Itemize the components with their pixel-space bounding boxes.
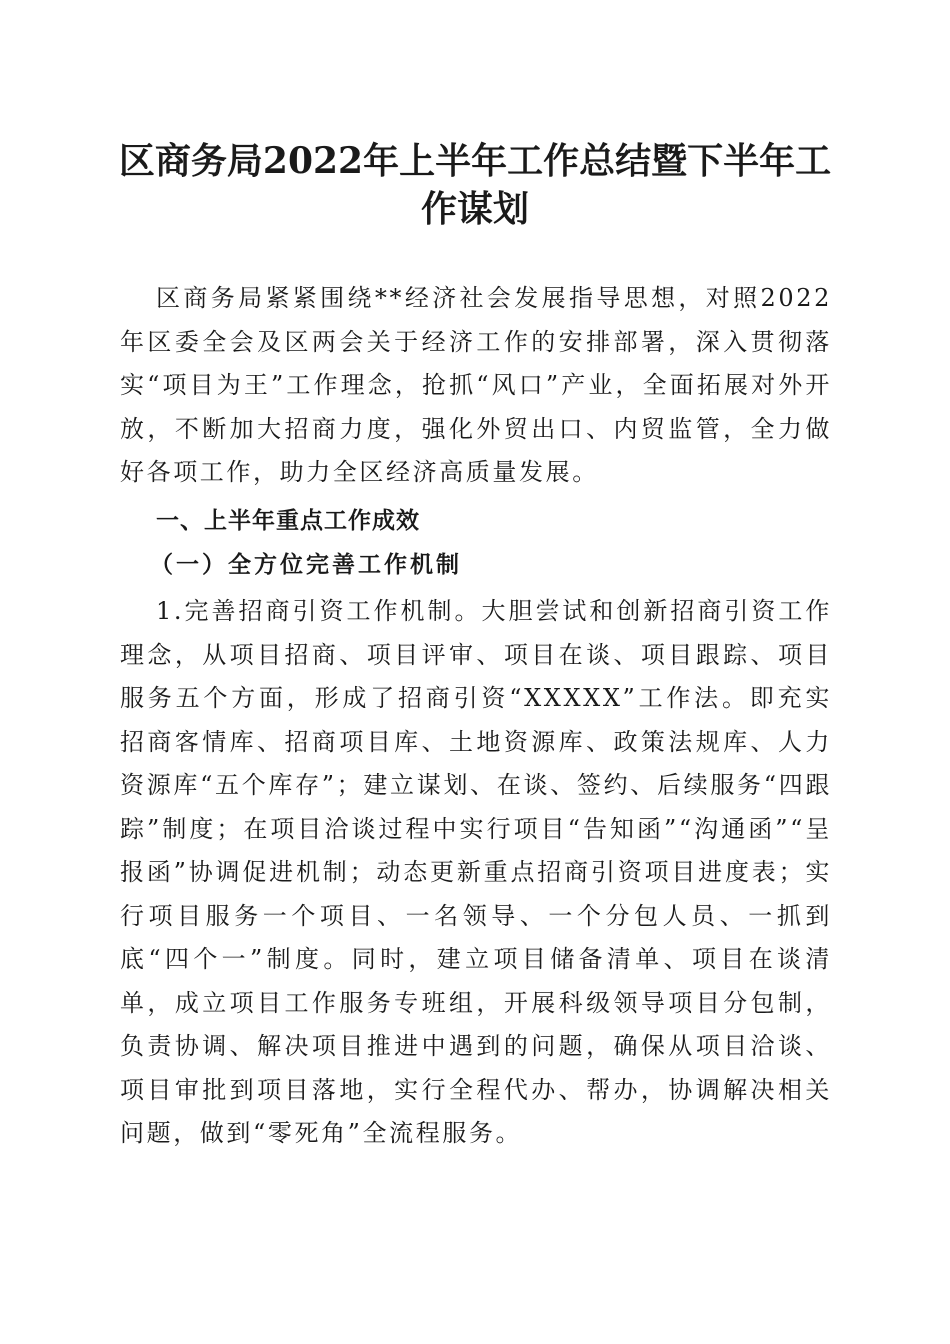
section-heading: 一、上半年重点工作成效	[156, 508, 420, 534]
document-title: 区商务局2022年上半年工作总结暨下半年工作谋划	[118, 140, 832, 230]
subsection-heading: （一）全方位完善工作机制	[150, 551, 462, 578]
item-paragraph: 1.完善招商引资工作机制。大胆尝试和创新招商引资工作理念，从项目招商、项目评审、项目在谈、项目跟踪、项目服务五个方面，形成了招商引资“XXXXX”工作法。即充实招商客情库、招商项目库、土地资源库、政策法规库、人力资源库“五个库存”；建立谋划、在谈、签约、后续服务“四跟踪”制度；在项目洽谈过程中实行项目“告知函”“沟通函”“呈报函”协调促进机制；动态更新重点招商引资项目进度表；实行项目服务一个项目、一名领导、一个分包人员、一抓到底“四个一”制度。同时，建立项目储备清单、项目在谈清单，成立项目工作服务专班组，开展科级领导项目分包制，负责协调、解决项目推进中遇到的问题，确保从项目洽谈、项目审批到项目落地，实行全程代办、帮办，协调解决相关问题，做到“零死角”全流程服务。	[120, 597, 832, 1147]
intro-paragraph: 区商务局紧紧围绕**经济社会发展指导思想，对照2022年区委全会及区两会关于经济工作的安排部署，深入贯彻落实“项目为王”工作理念，抢抓“风口”产业，全面拓展对外开放，不断加大招商力度，强化外贸出口、内贸监管，全力做好各项工作，助力全区经济高质量发展。	[120, 284, 832, 486]
